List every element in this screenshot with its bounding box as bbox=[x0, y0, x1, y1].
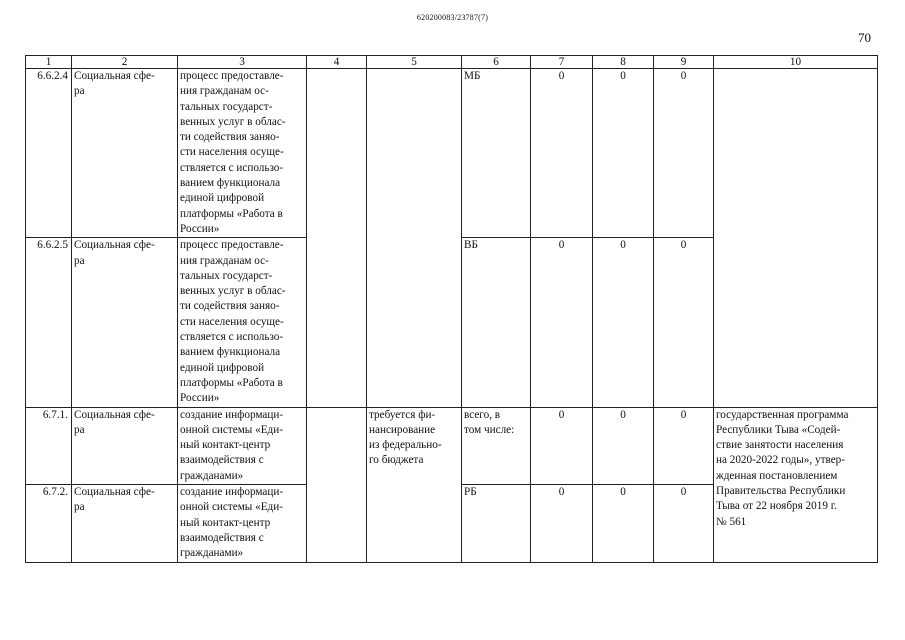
row-id: 6.7.1. bbox=[26, 407, 72, 484]
description-cell: создание информаци- онной системы «Еди- ный контакт-центр взаимодействия с гражданами» bbox=[178, 407, 307, 484]
source-cell: ВБ bbox=[462, 238, 531, 407]
value-cell-8: 0 bbox=[593, 407, 654, 484]
document-id: 620200083/23787(7) bbox=[416, 13, 489, 22]
column-header-1: 1 bbox=[26, 56, 72, 69]
description-cell: процесс предоставле- ния гражданам ос- тальных государст- венных услуг в облас- ти содействия заняо- сти населения осуще- ствляется с использо- ванием функционала единой цифровой платформы «Работа в России» bbox=[178, 69, 307, 238]
description-cell: создание информаци- онной системы «Еди- ный контакт-центр взаимодействия с гражданами» bbox=[178, 485, 307, 562]
sphere-cell: Социальная сфе- ра bbox=[72, 407, 178, 484]
column-number-row bbox=[26, 56, 878, 69]
column-header-8: 8 bbox=[593, 56, 654, 69]
data-table bbox=[25, 55, 878, 563]
row-id: 6.7.2. bbox=[26, 485, 72, 562]
value-cell-8: 0 bbox=[593, 485, 654, 562]
value-cell-7: 0 bbox=[531, 485, 593, 562]
source-cell: всего, в том числе: bbox=[462, 407, 531, 484]
column-header-6: 6 bbox=[462, 56, 531, 69]
page-number: 70 bbox=[858, 30, 871, 45]
source-cell: МБ bbox=[462, 69, 531, 238]
column-header-9: 9 bbox=[654, 56, 714, 69]
column-4-empty-cell bbox=[307, 69, 367, 408]
value-cell-7: 0 bbox=[531, 407, 593, 484]
row-id: 6.6.2.5 bbox=[26, 238, 72, 407]
row-id: 6.6.2.4 bbox=[26, 69, 72, 238]
column-5-empty-cell bbox=[367, 69, 462, 408]
sphere-cell: Социальная сфе- ра bbox=[72, 485, 178, 562]
table-row bbox=[26, 69, 878, 238]
funding-cell: требуется фи- нансирование из федерально- го бюджета bbox=[367, 407, 462, 562]
value-cell-9: 0 bbox=[654, 69, 714, 238]
program-cell: государственная программа Республики Тыва «Содей- ствие занятости населения на 2020-2022 годы», утвер- жденная постановлением Правительства Республики Тыва от 22 ноября 2019 г. № 561 bbox=[714, 407, 878, 562]
sphere-cell: Социальная сфе- ра bbox=[72, 238, 178, 407]
column-4-empty-cell bbox=[307, 407, 367, 562]
value-cell-9: 0 bbox=[654, 238, 714, 407]
column-header-4: 4 bbox=[307, 56, 367, 69]
value-cell-9: 0 bbox=[654, 485, 714, 562]
column-header-7: 7 bbox=[531, 56, 593, 69]
column-header-10: 10 bbox=[714, 56, 878, 69]
value-cell-9: 0 bbox=[654, 407, 714, 484]
value-cell-7: 0 bbox=[531, 69, 593, 238]
column-10-empty-cell bbox=[714, 69, 878, 408]
table-row bbox=[26, 407, 878, 484]
value-cell-8: 0 bbox=[593, 238, 654, 407]
column-header-2: 2 bbox=[72, 56, 178, 69]
column-header-3: 3 bbox=[178, 56, 307, 69]
source-cell: РБ bbox=[462, 485, 531, 562]
value-cell-8: 0 bbox=[593, 69, 654, 238]
value-cell-7: 0 bbox=[531, 238, 593, 407]
sphere-cell: Социальная сфе- ра bbox=[72, 69, 178, 238]
column-header-5: 5 bbox=[367, 56, 462, 69]
description-cell: процесс предоставле- ния гражданам ос- тальных государст- венных услуг в облас- ти содействия заняо- сти населения осуще- ствляется с использо- ванием функционала единой цифровой платформы «Работа в России» bbox=[178, 238, 307, 407]
